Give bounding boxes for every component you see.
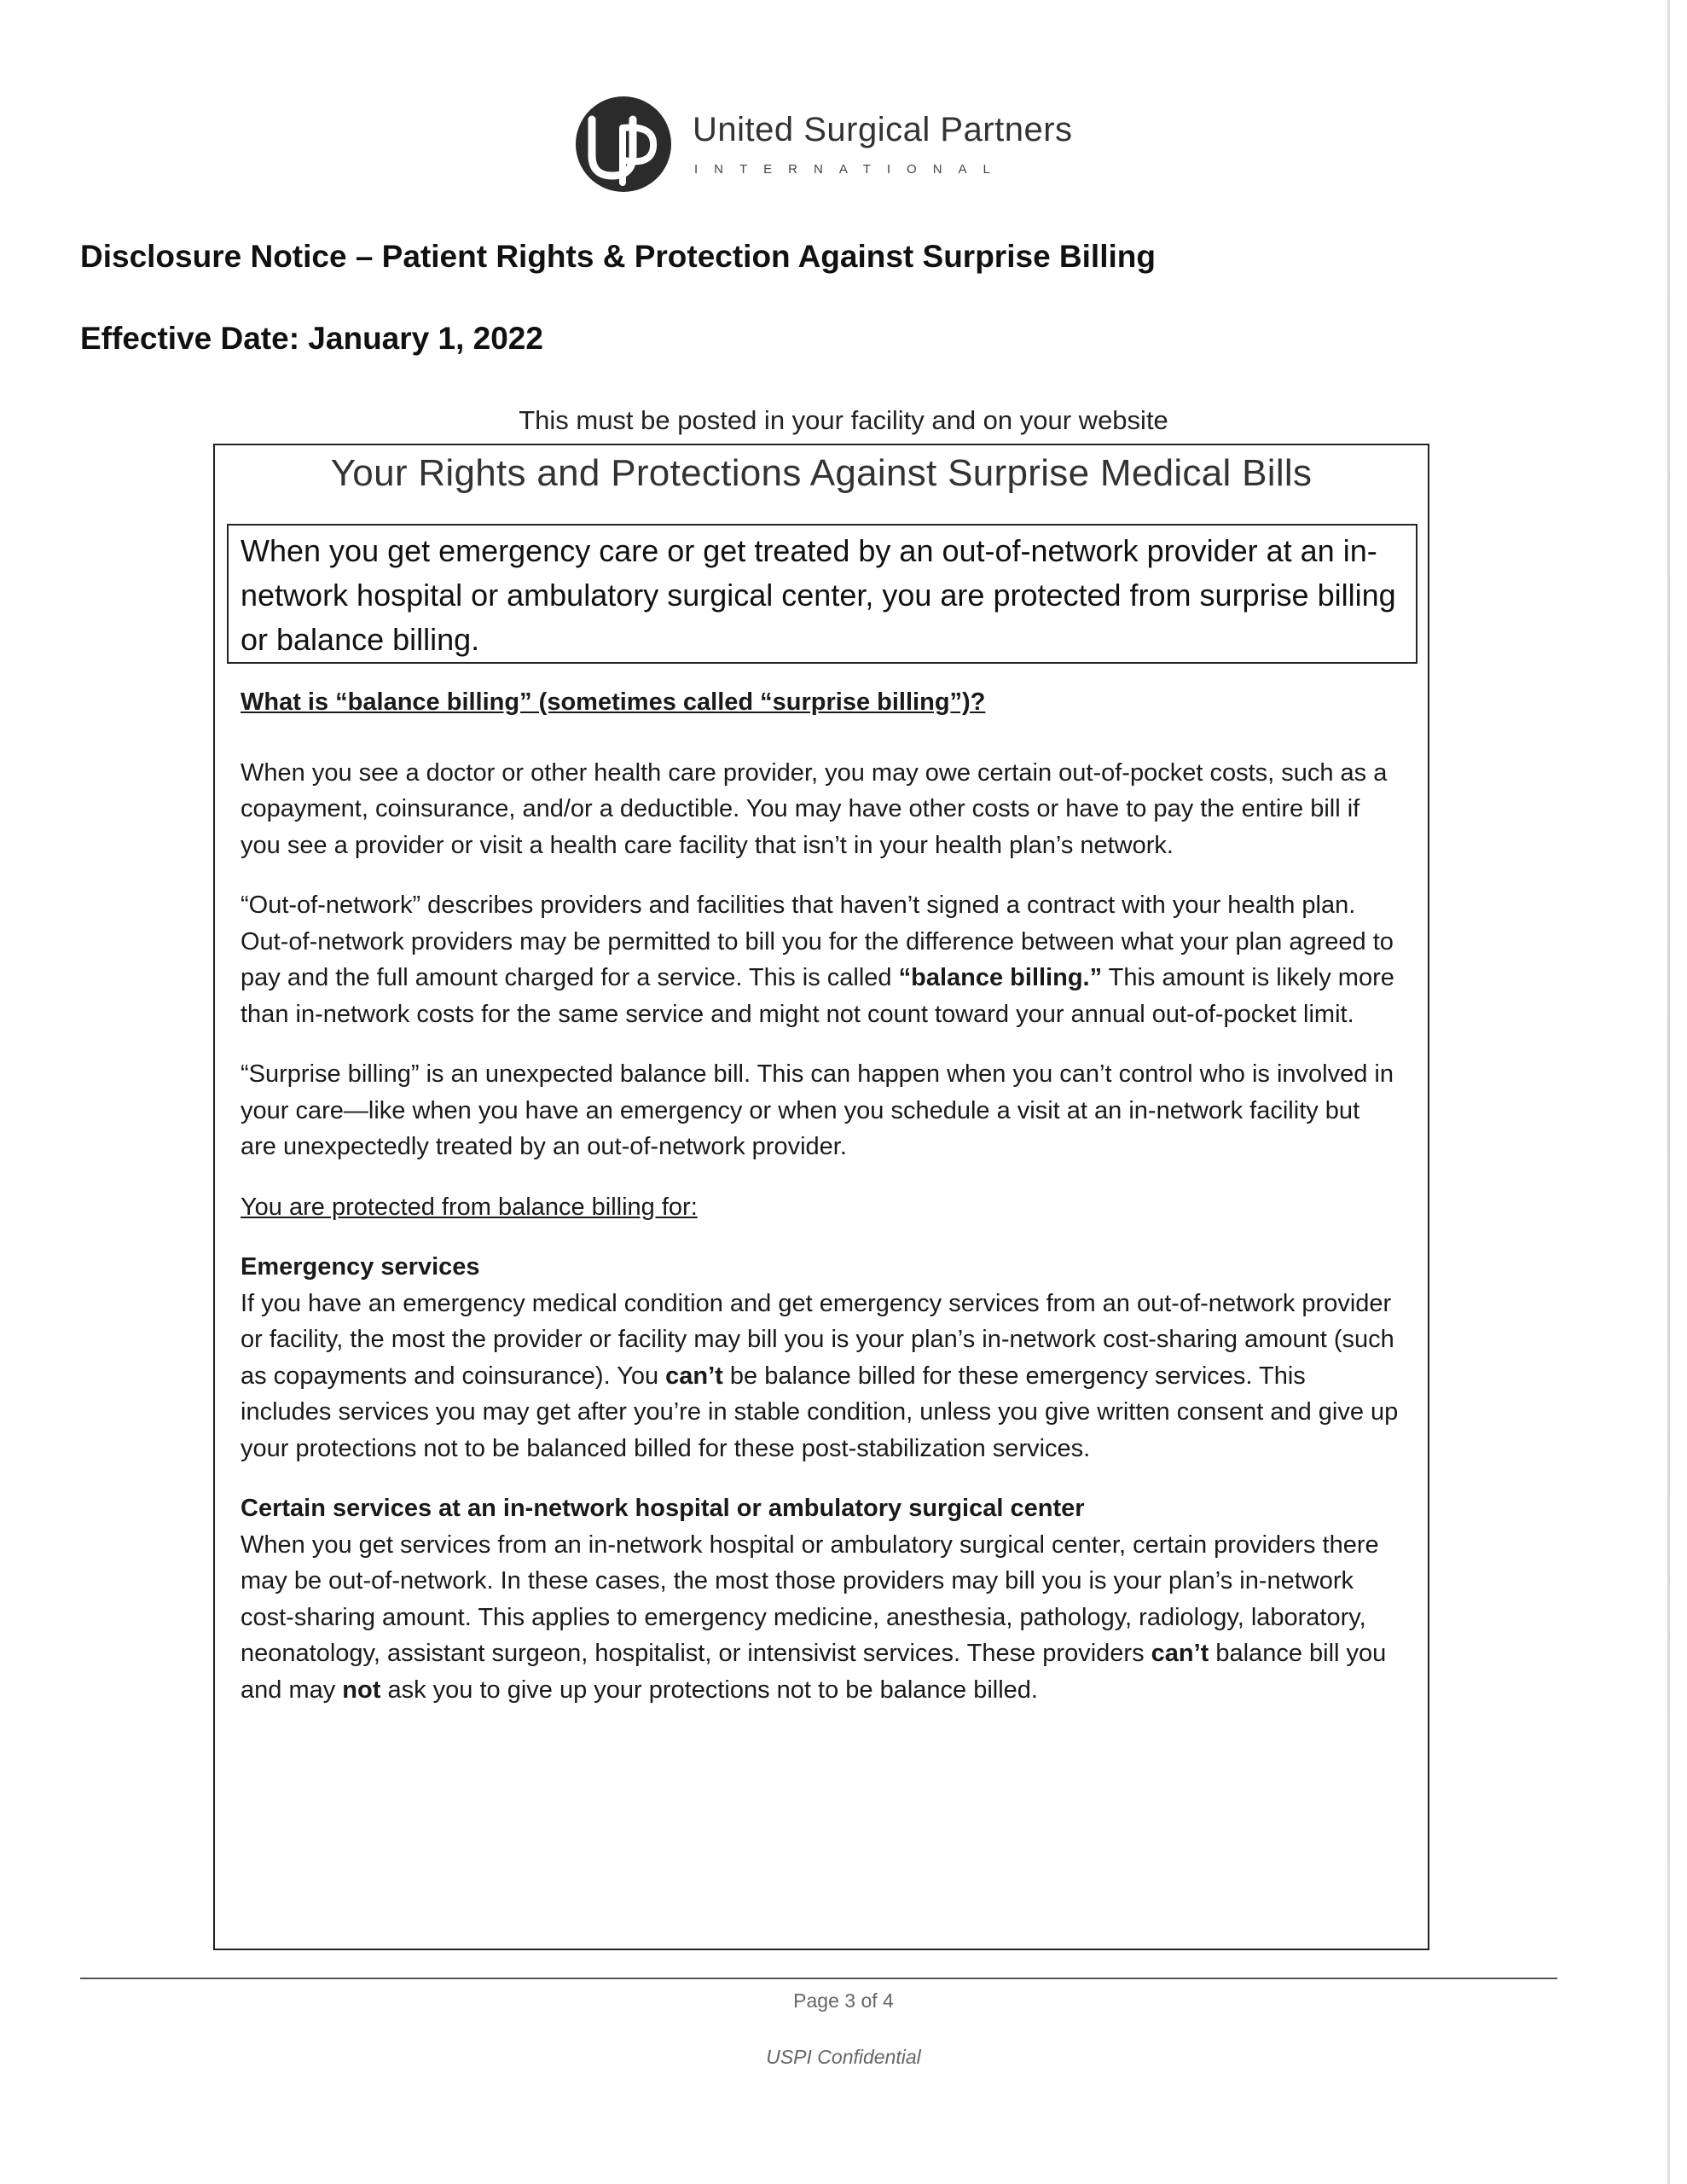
box-heading: Your Rights and Protections Against Surprise Medical Bills: [330, 452, 1313, 494]
p2-bold: “balance billing.”: [898, 964, 1103, 991]
certain-bold-1: can’t: [1151, 1640, 1209, 1667]
rights-notice-box: [213, 444, 1429, 1950]
emergency-text-b: be balance billed for these emergency services. This includes services you may get after you’re in stable condition, unless you give written consent and give up your protections not to be balanced billed for these post-stabilization services.: [241, 1362, 1399, 1462]
document-title: Disclosure Notice – Patient Rights & Protection Against Surprise Billing: [80, 239, 1156, 274]
footer-divider: [80, 1978, 1557, 1979]
emergency-text-a: If you have an emergency medical condition and get emergency services from an out-of-network provider or facility, the most the provider or facility may bill you is your plan’s in-network cost-sharing amount (such as copayments and coinsurance). You: [241, 1289, 1394, 1390]
protection-callout: When you get emergency care or get treated by an out-of-network provider at an in-network hospital or ambulatory surgical center, you are protected from surprise billing or balance billing.: [227, 524, 1417, 664]
scan-edge-line: [1667, 0, 1670, 2184]
paragraph-out-of-network: [241, 887, 1400, 1032]
protected-heading: You are protected from balance billing for:: [241, 1193, 698, 1221]
emergency-bold: can’t: [665, 1362, 723, 1390]
logo-company-name: United Surgical Partners: [693, 111, 1073, 148]
confidential-label: USPI Confidential: [766, 2046, 921, 2068]
p2-text-a: “Out-of-network” describes providers and facilities that haven’t signed a contract with your health plan. Out-of-network providers may be permitted to bill you for the difference between what your plan agreed to pay and the full amount charged for a service. This is called: [241, 892, 1394, 991]
certain-services-text: [241, 1527, 1400, 1709]
effective-date: Effective Date: January 1, 2022: [80, 321, 543, 356]
certain-bold-2: not: [342, 1676, 381, 1704]
certain-services-heading: Certain services at an in-network hospital or ambulatory surgical center: [241, 1495, 1085, 1522]
certain-text-b: balance bill you and may: [241, 1640, 1387, 1704]
certain-text-c: ask you to give up your protections not to be balance billed.: [380, 1676, 1038, 1704]
certain-text-a: When you get services from an in-network hospital or ambulatory surgical center, certain providers there may be out-of-network. In these cases, the most those providers may bill you is your plan’s in-network cost-sharing amount. This applies to emergency medicine, anesthesia, pathology, radiology, laboratory, neonatology, assistant surgeon, hospitalist, or intensivist services. These providers: [241, 1531, 1379, 1667]
posting-note: This must be posted in your facility and on your website: [519, 405, 1168, 435]
uspi-logo-icon: [573, 94, 674, 195]
company-logo: [573, 94, 1085, 196]
emergency-services-heading: Emergency services: [241, 1253, 480, 1281]
paragraph-costs: When you see a doctor or other health care provider, you may owe certain out-of-pocket costs, such as a copayment, coinsurance, and/or a deductible. You may have other costs or have to pay the entire bill if you see a provider or visit a health care facility that isn’t in your health plan’s network.: [241, 758, 1388, 859]
logo-subtitle: INTERNATIONAL: [694, 162, 1006, 177]
page-number: Page 3 of 4: [793, 1989, 894, 2012]
notice-content: [241, 684, 1400, 1708]
emergency-services-text: [241, 1286, 1400, 1467]
paragraph-surprise-billing: “Surprise billing” is an unexpected balance bill. This can happen when you can’t control who is involved in your care—like when you have an emergency or when you schedule a visit at an in-network facility but are unexpectedly treated by an out-of-network provider.: [241, 1060, 1394, 1160]
p2-text-b: This amount is likely more than in-network costs for the same service and might not count toward your annual out-of-pocket limit.: [241, 964, 1394, 1028]
balance-billing-question: What is “balance billing” (sometimes called “surprise billing”)?: [241, 688, 986, 716]
